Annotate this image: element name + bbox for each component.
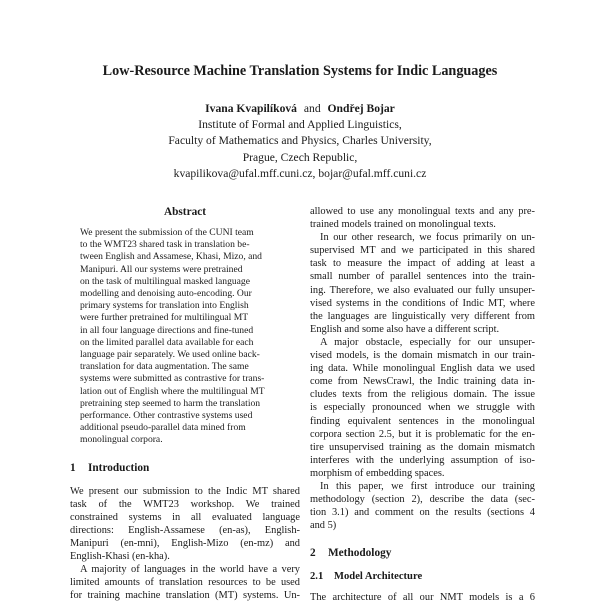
subsection-number: 2.1 (310, 571, 324, 583)
body-line: and 5) (310, 520, 337, 532)
left-column (70, 205, 300, 603)
body-line: methodology (section 2), describe the data (sec- (310, 494, 535, 506)
body-line: morphism of embedding spaces. (310, 467, 445, 479)
abstract-line: on the limited parallel data available for each (80, 336, 254, 348)
section-heading-introduction (70, 461, 300, 475)
body-line: A majority of languages in the world have a very (80, 564, 300, 576)
right-column (310, 205, 535, 604)
subsection-heading-model-architecture (310, 570, 535, 583)
body-line: tion 3.1) and comment on the results (sections 4 (310, 507, 535, 519)
abstract-body (70, 227, 300, 447)
section-title: Methodology (328, 547, 392, 560)
abstract-line: performance. Other contrastive systems used (80, 410, 253, 422)
abstract-heading: Abstract (163, 206, 207, 218)
author-2: Ondřej Bojar (327, 102, 395, 115)
body-line: supervised MT and we participated in this shared (310, 245, 535, 257)
abstract-line: primary systems for translation into English (80, 300, 249, 312)
section-heading-methodology (310, 546, 535, 560)
abstract-line: tween English and Assamese, Khasi, Mizo, and (80, 251, 262, 263)
model-architecture-body (310, 591, 535, 604)
abstract-line: to the WMT23 shared task in translation be- (80, 239, 250, 251)
body-line: English-Khasi (en-kha). (70, 551, 170, 563)
section-number: 2 (310, 547, 316, 560)
body-line: is especially pronounced when we struggle with (310, 402, 535, 414)
body-line: task of the WMT23 workshop. We trained (70, 498, 300, 510)
body-line: finding equivalent sentences in the monolingual (310, 415, 535, 427)
body-line: corpora section 2.5, but it is problematic for the en- (310, 428, 535, 440)
right-column-body (310, 205, 535, 532)
body-line: Manipuri (en-mni), English-Mizo (en-mz) and (70, 538, 300, 550)
abstract-line: Manipuri. All our systems were pretrained (80, 263, 243, 275)
body-line: for training machine translation (MT) systems. Un- (70, 590, 300, 602)
author-1: Ivana Kvapilíková (205, 102, 297, 115)
body-line: come from NewsCrawl, the Indic training data in- (310, 376, 535, 388)
body-line: small number of parallel sentences into the train- (310, 271, 535, 283)
body-line: limited amounts of translation resources to be used (70, 577, 300, 589)
body-line: The architecture of all our NMT models is a 6 (310, 592, 535, 604)
affiliation-line: Prague, Czech Republic, (242, 150, 358, 164)
section-number: 1 (70, 461, 76, 474)
abstract-line: We present the submission of the CUNI team (80, 227, 254, 238)
abstract-line: lation out of English where the multilingual MT (80, 385, 265, 397)
body-line: tire unsupervised training as the domain mismatch (310, 441, 535, 453)
body-line: We present our submission to the Indic MT shared (70, 485, 300, 497)
abstract-line: were further pretrained for multilingual MT (80, 312, 249, 324)
abstract-line: pretraining step seemed to harm the translation (80, 397, 261, 409)
abstract-line: monolingual corpora. (80, 434, 163, 446)
body-line: ing. Therefore, we also evaluated our fully unsuper- (310, 284, 535, 296)
paper-title: Low-Resource Machine Translation Systems for Indic Languages (102, 63, 498, 79)
author-separator: and (303, 102, 321, 115)
body-line: In our other research, we focus primarily on un- (320, 232, 535, 244)
affiliation-line: Institute of Formal and Applied Linguistics, (198, 118, 402, 132)
subsection-title: Model Architecture (334, 571, 423, 583)
body-line: the languages are linguistically very different from (310, 310, 535, 322)
abstract-line: in all four language directions and fine-tuned (80, 324, 254, 336)
body-line: A major obstacle, especially for our unsuper- (320, 336, 535, 348)
abstract-line: additional pseudo-parallel data mined from (80, 422, 246, 434)
body-line: English and some also have a different script. (310, 323, 500, 335)
author-block (80, 101, 520, 182)
abstract-line: modelling and denoising auto-encoding. Our (80, 288, 252, 300)
author-names (80, 101, 520, 117)
abstract-line: translation for data augmentation. The same (80, 361, 249, 373)
body-line: constrained systems in all evaluated language (70, 511, 300, 523)
author-emails: kvapilikova@ufal.mff.cuni.cz, bojar@ufal.mff.cuni.cz (173, 166, 427, 180)
abstract-line: language pair separately. We used online back- (80, 349, 260, 361)
body-line: cludes texts from the religious domain. The issue (310, 389, 535, 401)
body-line: trained models trained on monolingual texts. (310, 219, 496, 231)
body-line: vised models, is the domain mismatch in our train- (310, 350, 535, 362)
section-title: Introduction (88, 461, 150, 474)
body-line: vised systems in the conditions of Indic MT, where (310, 297, 535, 309)
abstract-line: systems were submitted as contrastive for trans- (80, 373, 265, 385)
abstract-line: on the task of multilingual masked language (80, 275, 250, 287)
body-line: allowed to use any monolingual texts and any pre- (310, 206, 535, 217)
body-line: task to measure the impact of adding at least a (310, 258, 535, 270)
body-line: In this paper, we first introduce our training (320, 480, 535, 492)
body-line: interferes with the underlying assumption of iso- (310, 454, 535, 466)
body-line: ing data. While monolingual English data we used (310, 363, 535, 375)
introduction-body (70, 485, 300, 603)
affiliation-line: Faculty of Mathematics and Physics, Charles University, (168, 134, 432, 148)
body-line: directions: English-Assamese (en-as), English- (70, 524, 300, 536)
